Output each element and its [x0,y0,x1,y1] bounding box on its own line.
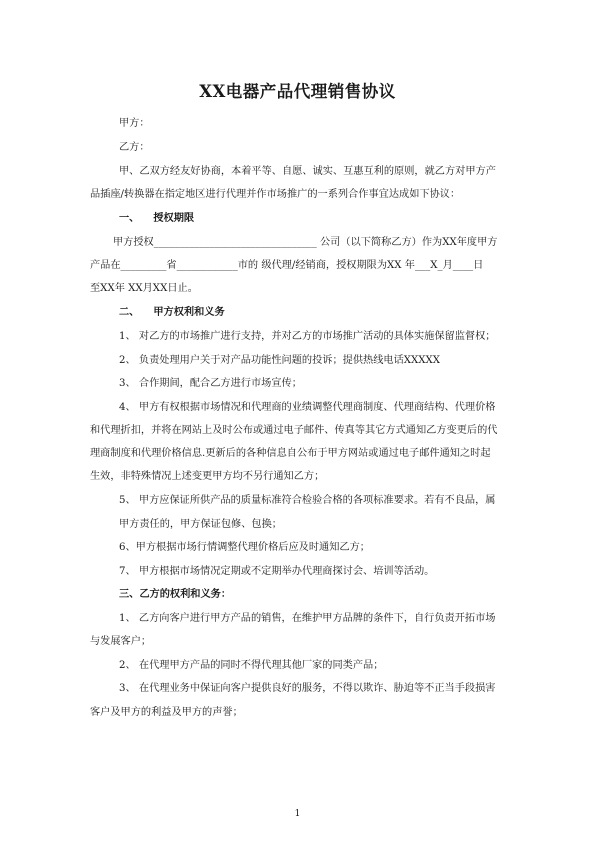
page-number: 1 [294,809,301,819]
section-3-item-3-line-2: 客户及甲方的利益及甲方的声誉； [90,707,243,718]
party-a-label: 甲方： [119,118,150,129]
section-2-item-2: 2、 负责处理用户关于对产品功能性问题的投诉；提供热线电话XXXXX [119,355,441,366]
section-2-item-4-line-2: 和代理折扣，并将在网站上及时公布或通过电子邮件、传真等其它方式通知乙方变更后的代 [90,425,498,436]
section-2-number: 二、 [119,307,140,318]
section-3-item-1-line-2: 与发展客户； [90,636,152,647]
section-2-item-4-line-1: 4、 甲方有权根据市场情况和代理商的业绩调整代理商制度、代理商结构、代理价格 [119,402,496,413]
section-2-item-4-line-3: 理商制度和代理价格信息.更新后的各种信息自公布于甲方网站或通过电子邮件通知之时起 [90,448,491,459]
section-1-heading [119,212,194,226]
section-1-title: 授权期限 [153,213,195,224]
section-1-number: 一、 [119,213,140,224]
section-2-item-4-line-4: 生效，非特殊情况上述变更甲方均不另行通知乙方； [90,471,325,482]
section-3-item-1-line-1: 1、 乙方向客户进行甲方产品的销售，在维护甲方品牌的条件下，自行负责开拓市场 [119,613,496,624]
section-2-item-1: 1、 对乙方的市场推广进行支持，并对乙方的市场推广活动的具体实施保留监督权； [119,331,496,342]
section-2-title: 甲方权利和义务 [153,307,225,318]
section-1-line-1: 甲方授权________________________________ 公司（以下简称乙方）作为XX年度甲方 [113,237,498,248]
section-1-line-2: 产品在_________省____________市的 级代理/经销商，授权期限为XX 年___X_月____日 [90,260,484,271]
document-title: XX电器产品代理销售协议 [199,82,396,101]
intro-line-2: 品插座/转换器在指定地区进行代理并作市场推广的一系列合作事宜达成如下协议： [90,189,461,200]
section-2-item-5-line-1: 5、 甲方应保证所供产品的质量标准符合检验合格的各项标准要求。若有不良品，属 [119,495,496,506]
section-3-item-3-line-1: 3、 在代理业务中保证向客户提供良好的服务，不得以欺诈、胁迫等不正当手段损害 [119,683,496,694]
section-2-item-5-line-2: 甲方责任的，甲方保证包修、包换； [119,519,282,530]
section-2-heading [119,306,225,320]
section-3-heading: 三、乙方的权利和义务： [119,589,232,600]
intro-line-1: 甲、乙双方经友好协商，本着平等、自愿、诚实、互惠互利的原则，就乙方对甲方产 [119,166,496,177]
section-1-line-3: 至XX年 XX月XX日止。 [90,283,198,294]
section-2-item-3: 3、 合作期间，配合乙方进行市场宣传； [119,378,302,389]
section-2-item-7: 7、 甲方根据市场情况定期或不定期举办代理商探讨会、培训等活动。 [119,566,435,577]
section-2-item-6: 6、甲方根据市场行情调整代理价格后应及时通知乙方； [119,542,370,553]
party-b-label: 乙方： [119,142,150,153]
section-3-item-2: 2、 在代理甲方产品的同时不得代理其他厂家的同类产品； [119,660,384,671]
